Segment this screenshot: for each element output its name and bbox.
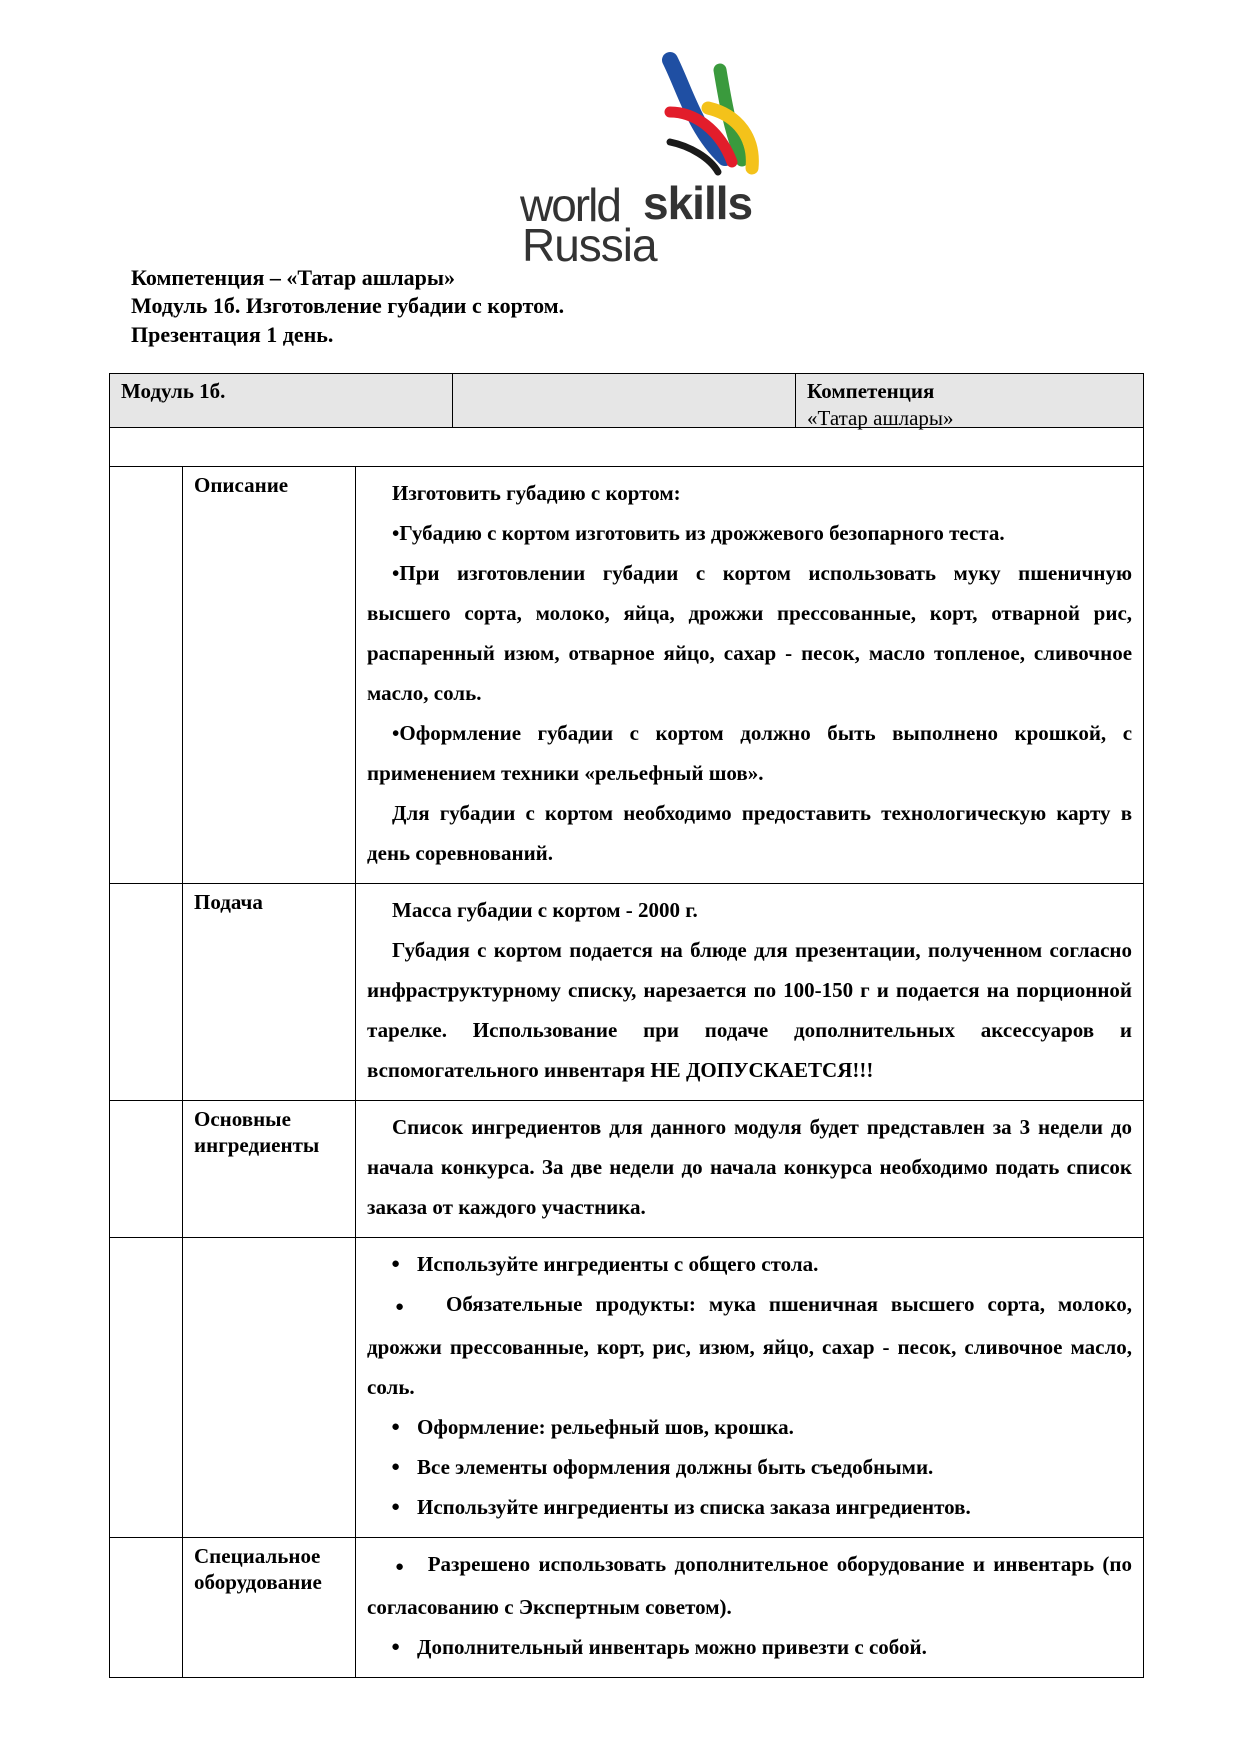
module-table (109, 373, 1144, 1678)
equipment-label: Специальное оборудование (194, 1544, 322, 1594)
row-content-cell (356, 1238, 1144, 1538)
description-bullet: • При изготовлении губадии с кортом использовать муку пшеничную высшего сорта, молоко, яйца, дрожжи прессованные, корт, отварной рис, распаренный изюм, отварное яйцо, сахар - песок, масло топленое, сливочное масло, соль. (367, 561, 1132, 705)
module-heading: Модуль 1б. Изготовление губадии с кортом. (131, 293, 565, 318)
rules-bullet: ● Используйте ингредиенты с общего стола. (367, 1244, 1132, 1284)
worldskills-russia-logo (520, 50, 780, 271)
competence-heading: Компетенция – «Татар ашлары» (131, 265, 456, 290)
table-row-rules (110, 1238, 1144, 1538)
presentation-day-heading: Презентация 1 день. (131, 322, 334, 347)
rules-bullet: ● Используйте ингредиенты из списка заказа ингредиентов. (367, 1487, 1132, 1527)
row-content-cell (356, 1101, 1144, 1238)
row-content-cell (356, 1538, 1144, 1678)
row-label-cell (183, 1538, 356, 1678)
equipment-bullet: ● Разрешено использовать дополнительное оборудование и инвентарь (по согласованию с Экспертным советом). (367, 1544, 1132, 1627)
header-competence-cell (796, 374, 1144, 428)
row-label-cell (183, 1101, 356, 1238)
row-label-cell (183, 467, 356, 884)
ingredients-line: Список ингредиентов для данного модуля будет представлен за 3 недели до начала конкурса. За две недели до начала конкурса необходимо подать список заказа от каждого участника. (367, 1115, 1133, 1219)
row-content-cell (356, 467, 1144, 884)
description-bullet: • Оформление губадии с кортом должно быть выполнено крошкой, с применением техники «рельефный шов». (367, 721, 1132, 785)
rules-bullet: ● Оформление: рельефный шов, крошка. (367, 1407, 1132, 1447)
table-row-equipment (110, 1538, 1144, 1678)
rules-bullet: ● Обязательные продукты: мука пшеничная высшего сорта, молоко, дрожжи прессованные, корт, рис, изюм, яйцо, сахар - песок, сливочное масло, соль. (367, 1284, 1132, 1407)
header-module-cell (110, 374, 453, 428)
serving-line: Губадия с кортом подается на блюде для презентации, полученном согласно инфраструктурному списку, нарезается по 100-150 г и подается на порционной тарелке. Использование при подаче дополнительных аксессуаров и вспомогательного инвентаря НЕ ДОПУСКАЕТСЯ!!! (367, 938, 1133, 1082)
header-competence-title: Компетенция (807, 379, 935, 403)
equipment-bullet: ● Дополнительный инвентарь можно привезти с собой. (367, 1627, 1132, 1667)
rules-bullet: ● Все элементы оформления должны быть съедобными. (367, 1447, 1132, 1487)
header-middle-cell (453, 374, 796, 428)
description-label: Описание (194, 473, 289, 497)
table-spacer-row (110, 428, 1144, 467)
row-content-cell (356, 884, 1144, 1101)
rules-label (183, 1238, 355, 1248)
ingredients-label: Основные ингредиенты (194, 1107, 320, 1157)
row-label-cell (183, 1238, 356, 1538)
logo-brand-world: world (520, 179, 620, 231)
description-line: Для губадии с кортом необходимо предоставить технологическую карту в день соревнований. (367, 801, 1133, 865)
logo-brand-russia: Russia (522, 219, 657, 271)
row-label-cell (183, 884, 356, 1101)
description-line: Изготовить губадию с кортом: (392, 481, 681, 505)
serving-label: Подача (194, 890, 263, 914)
header-middle-label (453, 374, 795, 427)
table-row-serving (110, 884, 1144, 1101)
table-row-description (110, 467, 1144, 884)
description-bullet: • Губадию с кортом изготовить из дрожжевого безопарного теста. (392, 521, 1005, 545)
logo-emblem-icon (520, 50, 780, 190)
header-module-label: Модуль 1б. (121, 379, 226, 403)
header-competence-value: «Татар ашлары» (807, 406, 954, 430)
logo-brand-skills: skills (643, 177, 753, 229)
table-header-row (110, 374, 1144, 428)
serving-line: Масса губадии с кортом - 2000 г. (392, 898, 698, 922)
table-row-ingredients (110, 1101, 1144, 1238)
